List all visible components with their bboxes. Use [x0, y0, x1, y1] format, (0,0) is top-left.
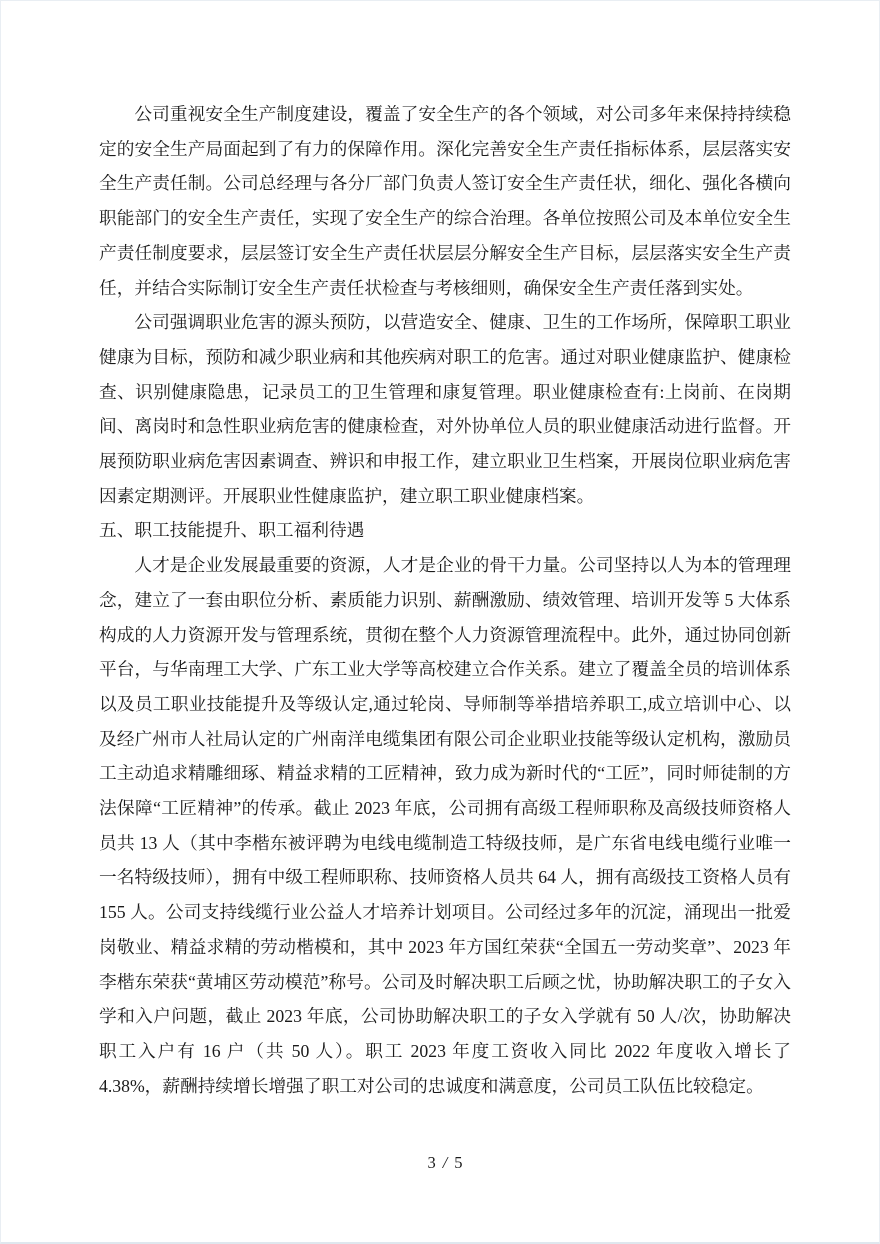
- page-number-separator: /: [442, 1153, 448, 1172]
- paragraph-safety-production-system: 公司重视安全生产制度建设，覆盖了安全生产的各个领域，对公司多年来保持持续稳定的安全生产局面起到了有力的保障作用。深化完善安全生产责任指标体系，层层落实安全生产责任制。公司总经理与各分厂部门负责人签订安全生产责任状，细化、强化各横向职能部门的安全生产责任，实现了安全生产的综合治理。各单位按照公司及本单位安全生产责任制度要求，层层签订安全生产责任状层层分解安全生产目标，层层落实安全生产责任，并结合实际制订安全生产责任状检查与考核细则，确保安全生产责任落到实处。: [99, 104, 791, 298]
- current-page-number: 3: [427, 1153, 436, 1172]
- page-footer: [99, 1151, 791, 1175]
- document-body: [99, 97, 791, 1103]
- paragraph-occupational-health: 公司强调职业危害的源头预防，以营造安全、健康、卫生的工作场所，保障职工职业健康为目标，预防和减少职业病和其他疾病对职工的危害。通过对职业健康监护、健康检查、识别健康隐患，记录员工的卫生管理和康复管理。职业健康检查有:上岗前、在岗期间、离岗时和急性职业病危害的健康检查，对外协单位人员的职业健康活动进行监督。开展预防职业病危害因素调查、辨识和申报工作，建立职业卫生档案，开展岗位职业病危害因素定期测评。开展职业性健康监护，建立职工职业健康档案。: [99, 312, 791, 506]
- paragraph-talent-and-welfare: 人才是企业发展最重要的资源，人才是企业的骨干力量。公司坚持以人为本的管理理念，建立了一套由职位分析、素质能力识别、薪酬激励、绩效管理、培训开发等 5 大体系构成的人力资源开发与管理系统，贯彻在整个人力资源管理流程中。此外，通过协同创新平台，与华南理工大学、广东工业大学等高校建立合作关系。建立了覆盖全员的培训体系以及员工职业技能提升及等级认定,通过轮岗、导师制等举措培养职工,成立培训中心、以及经广州市人社局认定的广州南洋电缆集团有限公司企业职业技能等级认定机构，激励员工主动追求精雕细琢、精益求精的工匠精神，致力成为新时代的“工匠”，同时师徒制的方法保障“工匠精神”的传承。截止 2023 年底，公司拥有高级工程师职称及高级技师资格人员共 13 人（其中李楷东被评聘为电线电缆制造工特级技师，是广东省电线电缆行业唯一一名特级技师），拥有中级工程师职称、技师资格人员共 64 人，拥有高级技工资格人员有 155 人。公司支持线缆行业公益人才培养计划项目。公司经过多年的沉淀，涌现出一批爱岗敬业、精益求精的劳动楷模和，其中 2023 年方国红荣获“全国五一劳动奖章”、2023 年李楷东荣获“黄埔区劳动模范”称号。公司及时解决职工后顾之忧，协助解决职工的子女入学和入户问题，截止 2023 年底，公司协助解决职工的子女入学就有 50 人/次，协助解决职工入户有 16 户（共 50 人）。职工 2023 年度工资收入同比 2022 年度收入增长了 4.38%，薪酬持续增长增强了职工对公司的忠诚度和满意度，公司员工队伍比较稳定。: [99, 555, 791, 1096]
- section-heading-staff-skills-welfare: 五、职工技能提升、职工福利待遇: [99, 520, 365, 541]
- total-page-count: 5: [454, 1153, 463, 1172]
